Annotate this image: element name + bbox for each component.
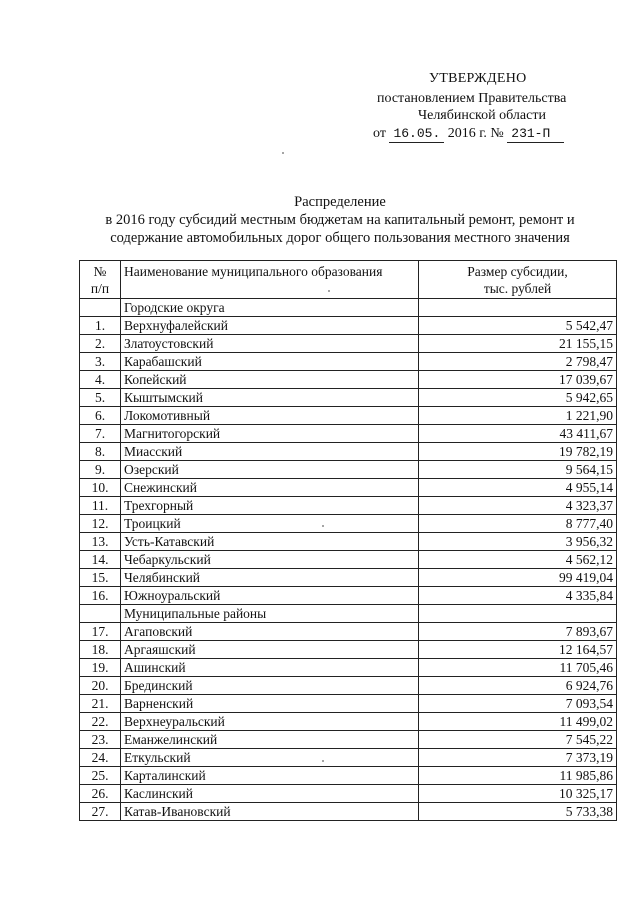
row-value: 1 221,90 [419, 407, 617, 425]
row-name: Магнитогорский [121, 425, 419, 443]
row-value: 7 373,19 [419, 749, 617, 767]
approval-region-line: Челябинской области [418, 108, 546, 123]
row-number: 10. [80, 479, 121, 497]
row-value: 5 542,47 [419, 317, 617, 335]
row-value: 2 798,47 [419, 353, 617, 371]
row-number: 17. [80, 623, 121, 641]
table-row [80, 497, 617, 515]
row-value: 3 956,32 [419, 533, 617, 551]
table-row [80, 533, 617, 551]
row-number: 8. [80, 443, 121, 461]
table-row [80, 641, 617, 659]
row-value: 4 323,37 [419, 497, 617, 515]
row-value: 11 705,46 [419, 659, 617, 677]
table-row [80, 713, 617, 731]
row-value: 7 093,54 [419, 695, 617, 713]
table-row [80, 623, 617, 641]
row-number: 21. [80, 695, 121, 713]
row-value: 19 782,19 [419, 443, 617, 461]
section-value-cell [419, 299, 617, 317]
row-number: 12. [80, 515, 121, 533]
row-name: Еманжелинский [121, 731, 419, 749]
row-number: 16. [80, 587, 121, 605]
row-number: 2. [80, 335, 121, 353]
row-number: 6. [80, 407, 121, 425]
row-value: 5 733,38 [419, 803, 617, 821]
scan-speck [322, 760, 324, 762]
row-value: 7 893,67 [419, 623, 617, 641]
row-number: 18. [80, 641, 121, 659]
title-line-1: Распределение [294, 194, 386, 210]
table-row [80, 749, 617, 767]
table-row [80, 677, 617, 695]
row-value: 4 562,12 [419, 551, 617, 569]
row-number: 1. [80, 317, 121, 335]
approval-year: 2016 г. № [447, 126, 504, 141]
row-name: Трехгорный [121, 497, 419, 515]
table-row [80, 461, 617, 479]
header-size-line2: тыс. рублей [483, 281, 552, 296]
row-name: Чебаркульский [121, 551, 419, 569]
table-row [80, 443, 617, 461]
row-name: Карабашский [121, 353, 419, 371]
approval-date-line [373, 125, 564, 143]
row-name: Еткульский [121, 749, 419, 767]
scan-speck [282, 152, 284, 154]
table-row [80, 353, 617, 371]
row-name: Верхнеуральский [121, 713, 419, 731]
table-row [80, 569, 617, 587]
row-name: Локомотивный [121, 407, 419, 425]
row-name: Катав-Ивановский [121, 803, 419, 821]
row-name: Златоустовский [121, 335, 419, 353]
row-value: 11 499,02 [419, 713, 617, 731]
row-value: 43 411,67 [419, 425, 617, 443]
row-name: Каслинский [121, 785, 419, 803]
table-row [80, 407, 617, 425]
row-name: Челябинский [121, 569, 419, 587]
row-name: Миасский [121, 443, 419, 461]
row-name: Южноуральский [121, 587, 419, 605]
row-number: 5. [80, 389, 121, 407]
table-row [80, 803, 617, 821]
row-name: Озерский [121, 461, 419, 479]
row-name: Брединский [121, 677, 419, 695]
row-number: 19. [80, 659, 121, 677]
row-value: 5 942,65 [419, 389, 617, 407]
row-number: 24. [80, 749, 121, 767]
row-number: 22. [80, 713, 121, 731]
table-header-row [80, 261, 617, 299]
row-name: Агаповский [121, 623, 419, 641]
row-value: 4 335,84 [419, 587, 617, 605]
row-number: 13. [80, 533, 121, 551]
row-name: Карталинский [121, 767, 419, 785]
row-number: 25. [80, 767, 121, 785]
row-name: Ашинский [121, 659, 419, 677]
table-row [80, 515, 617, 533]
row-value: 6 924,76 [419, 677, 617, 695]
table-row [80, 389, 617, 407]
row-number: 15. [80, 569, 121, 587]
row-value: 8 777,40 [419, 515, 617, 533]
table-row [80, 587, 617, 605]
row-number: 14. [80, 551, 121, 569]
row-number: 7. [80, 425, 121, 443]
title-line-2: в 2016 году субсидий местным бюджетам на капитальный ремонт, ремонт и [105, 212, 575, 228]
section-number-cell [80, 299, 121, 317]
subsidy-table [79, 260, 617, 821]
approval-heading: УТВЕРЖДЕНО [429, 71, 527, 86]
header-number-line2: п/п [90, 281, 110, 296]
section-title: Городские округа [121, 299, 419, 317]
scan-speck [322, 525, 324, 527]
section-value-cell [419, 605, 617, 623]
section-row [80, 299, 617, 317]
approval-decree-line: постановлением Правительства [377, 91, 567, 106]
table-row [80, 785, 617, 803]
header-size [419, 261, 617, 299]
header-name: Наименование муниципального образования [121, 261, 419, 299]
row-value: 21 155,15 [419, 335, 617, 353]
table-row [80, 479, 617, 497]
table-row [80, 731, 617, 749]
section-row [80, 605, 617, 623]
table-row [80, 335, 617, 353]
row-name: Снежинский [121, 479, 419, 497]
row-value: 11 985,86 [419, 767, 617, 785]
approval-number: 231-П [507, 126, 564, 143]
row-name: Верхнуфалейский [121, 317, 419, 335]
table-row [80, 425, 617, 443]
row-number: 3. [80, 353, 121, 371]
section-number-cell [80, 605, 121, 623]
row-number: 11. [80, 497, 121, 515]
header-size-line1: Размер субсидии, [467, 264, 568, 279]
table-row [80, 317, 617, 335]
approval-date: 16.05. [389, 126, 444, 143]
row-name: Аргаяшский [121, 641, 419, 659]
table-row [80, 767, 617, 785]
row-value: 4 955,14 [419, 479, 617, 497]
row-number: 4. [80, 371, 121, 389]
row-name: Троицкий [121, 515, 419, 533]
row-value: 10 325,17 [419, 785, 617, 803]
row-number: 9. [80, 461, 121, 479]
row-value: 99 419,04 [419, 569, 617, 587]
row-number: 23. [80, 731, 121, 749]
title-line-3: содержание автомобильных дорог общего пользования местного значения [110, 230, 570, 246]
table-row [80, 659, 617, 677]
table-body [80, 299, 617, 821]
section-title: Муниципальные районы [121, 605, 419, 623]
row-value: 17 039,67 [419, 371, 617, 389]
row-value: 12 164,57 [419, 641, 617, 659]
scan-speck [328, 290, 330, 292]
header-number [80, 261, 121, 299]
row-value: 9 564,15 [419, 461, 617, 479]
row-number: 27. [80, 803, 121, 821]
table-row [80, 551, 617, 569]
row-name: Кыштымский [121, 389, 419, 407]
row-value: 7 545,22 [419, 731, 617, 749]
row-name: Усть-Катавский [121, 533, 419, 551]
row-number: 20. [80, 677, 121, 695]
table-row [80, 371, 617, 389]
row-name: Копейский [121, 371, 419, 389]
row-number: 26. [80, 785, 121, 803]
table-row [80, 695, 617, 713]
row-name: Варненский [121, 695, 419, 713]
document-title [60, 193, 620, 247]
header-number-line1: № [93, 264, 107, 279]
approval-from-label: от [373, 126, 386, 141]
